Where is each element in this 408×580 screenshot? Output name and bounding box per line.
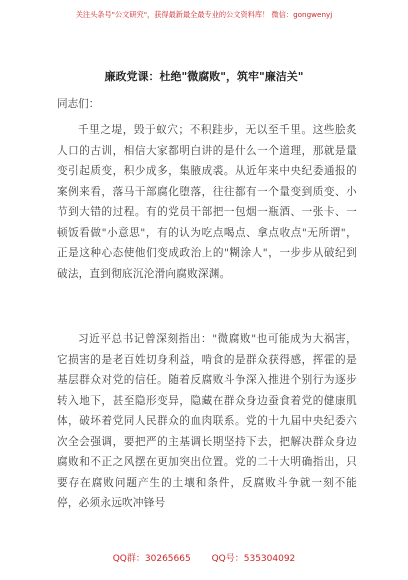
paragraph-1: 千里之堤，毁于蚁穴；不积跬步，无以至千里。这些脍炙人口的古训，相信大家都明白讲的是什么一个道理，那就是量变引起质变，积少成多，集腋成裘。从近年来中央纪委通报的案例来看，落马干部腐化堕落，往往都有一个量变到质变、小节到大错的过程。有的党员干部把一包烟一瓶酒、一张卡、一顿饭看做"小意思"，有的认为吃点喝点、拿点收点"无所谓"，正是这种心态使他们变成政治上的"糊涂人"，一步步从破纪到破法，直到彻底沉沦滑向腐败深渊。 xyxy=(57,124,357,280)
footer xyxy=(0,551,408,564)
footer-qq-group: QQ群：30265665 xyxy=(112,554,191,564)
footer-qq-number: QQ号：535304092 xyxy=(211,554,296,564)
promo-header: 关注头条号"公文研究"，获得最新最全最专业的公文资料库！ 微信：gongwenyj xyxy=(75,10,333,19)
document-title: 廉政党课：杜绝"微腐败"，筑牢"廉洁关" xyxy=(104,70,304,83)
greeting: 同志们： xyxy=(57,98,100,110)
paragraph-2: 习近平总书记曾深刻指出："微腐败"也可能成为大祸害，它损害的是老百姓切身利益，啃食的是群众获得感，挥霍的是基层群众对党的信任。随着反腐败斗争深入推进个别行为逐步转入地下，甚至隐形变异，隐藏在群众身边蚕食着党的健康肌体，破坏着党同人民群众的血肉联系。党的十九届中央纪委六次全会强调，要把严的主基调长期坚持下去，把解决群众身边腐败和不正之风摆在更加突出位置。党的二十大明确指出，只要存在腐败问题产生的土壤和条件，反腐败斗争就一刻不能停，必须永远吹冲锋号 xyxy=(57,333,357,509)
